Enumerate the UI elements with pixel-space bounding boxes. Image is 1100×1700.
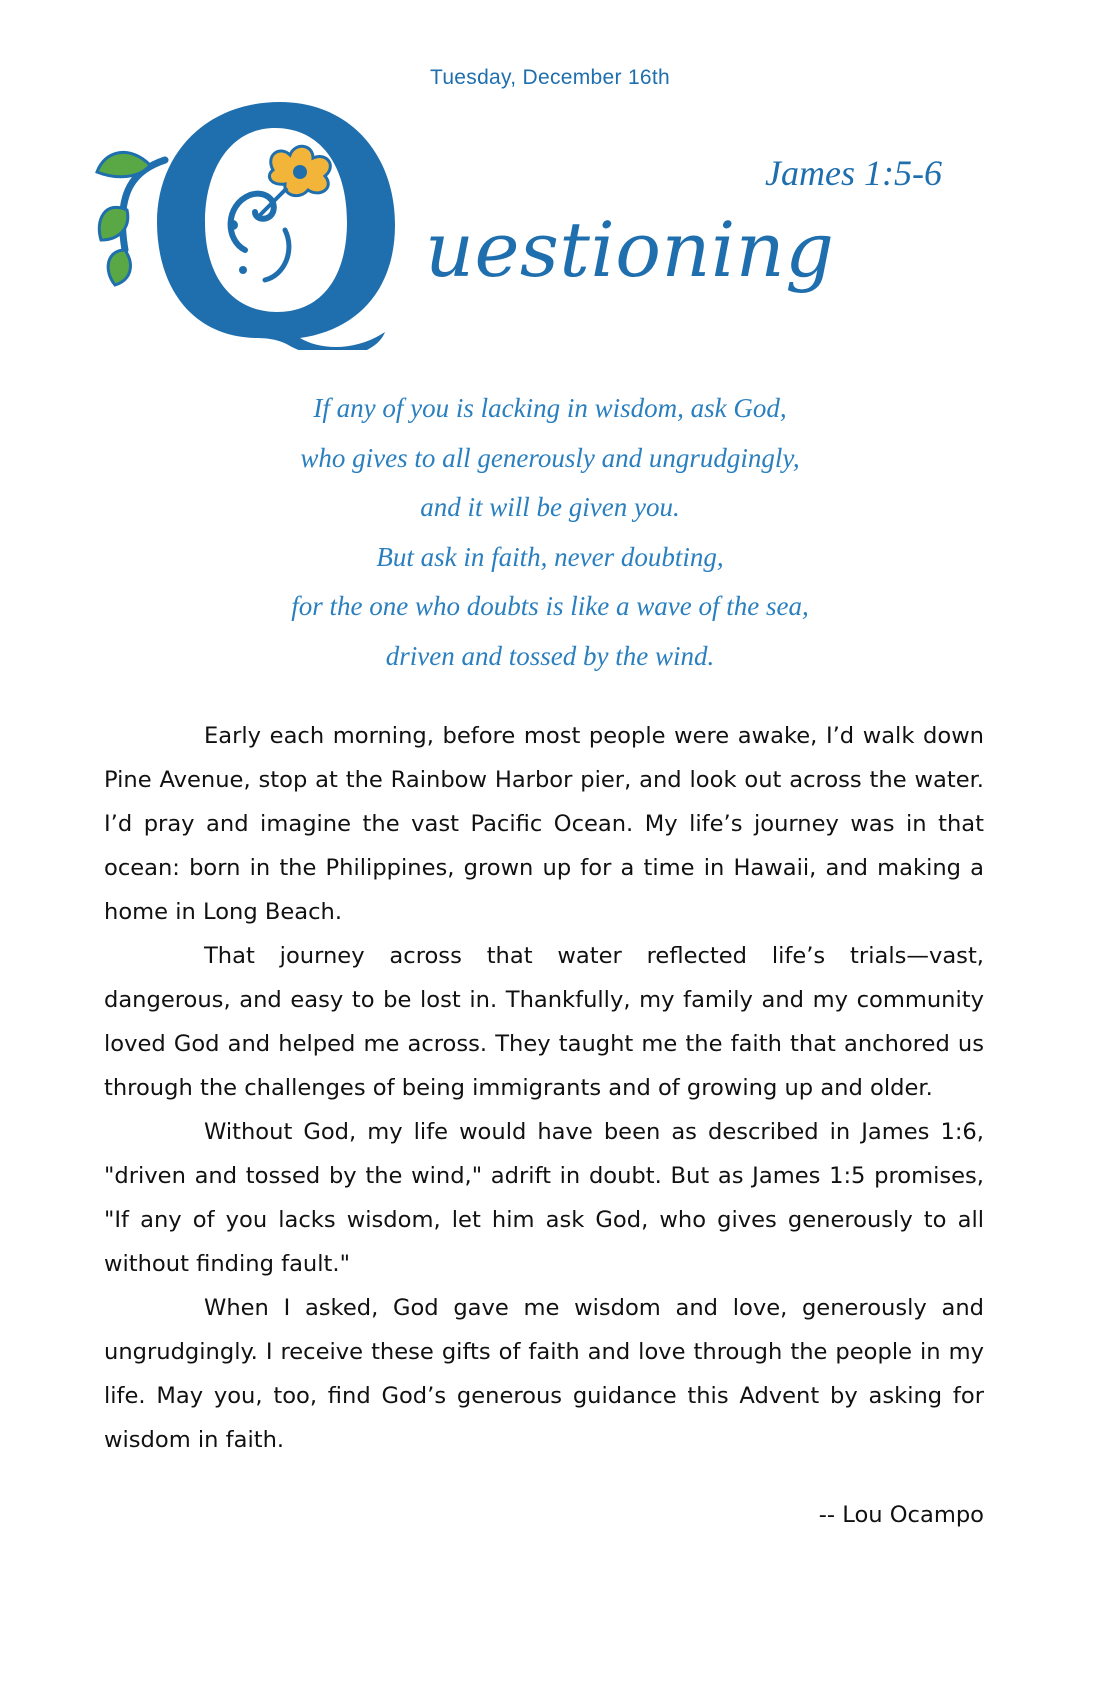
flower-ornament-icon — [228, 146, 330, 280]
verse-line: driven and tossed by the wind. — [385, 640, 715, 671]
body-paragraph: Without God, my life would have been as described in James 1:6, "driven and tossed by the wind," adrift in doubt. But as James 1:5 promises, "If any of you lacks wisdom, let him ask God, who gives generously to all without finding fault." — [104, 1119, 984, 1277]
body-paragraph: That journey across that water reflected life’s trials—vast, dangerous, and easy to be lost in. Thankfully, my family and my community loved God and helped me across. They taught me the faith that anchored us through the challenges of being immigrants and of growing up and older. — [104, 943, 984, 1101]
scripture-verse — [0, 384, 1100, 681]
page-title: uestioning — [425, 205, 835, 294]
author-signature: -- Lou Ocampo — [818, 1502, 984, 1528]
letter-q-shape — [157, 102, 395, 350]
leaf-vine-icon — [97, 152, 165, 285]
verse-line: and it will be given you. — [420, 492, 680, 522]
verse-line: But ask in faith, never doubting, — [376, 541, 724, 572]
drop-cap-q-illustration — [95, 100, 435, 350]
body-paragraph: When I asked, God gave me wisdom and love, generously and ungrudgingly. I receive these gifts of faith and love through the people in my life. May you, too, find God’s generous guidance this Advent by asking for wisdom in faith. — [104, 1295, 984, 1453]
verse-line: for the one who doubts is like a wave of the sea, — [291, 591, 809, 621]
reflection-body — [104, 714, 984, 1462]
date-heading: Tuesday, December 16th — [429, 66, 671, 89]
title-header — [95, 100, 995, 350]
scripture-reference: James 1:5-6 — [765, 153, 942, 193]
body-paragraph: Early each morning, before most people were awake, I’d walk down Pine Avenue, stop at the Rainbow Harbor pier, and look out across the water. I’d pray and imagine the vast Pacific Ocean. My life’s journey was in that ocean: born in the Philippines, grown up for a time in Hawaii, and making a home in Long Beach. — [104, 723, 984, 925]
verse-line: If any of you is lacking in wisdom, ask God, — [313, 393, 787, 423]
verse-line: who gives to all generously and ungrudgingly, — [300, 442, 800, 473]
